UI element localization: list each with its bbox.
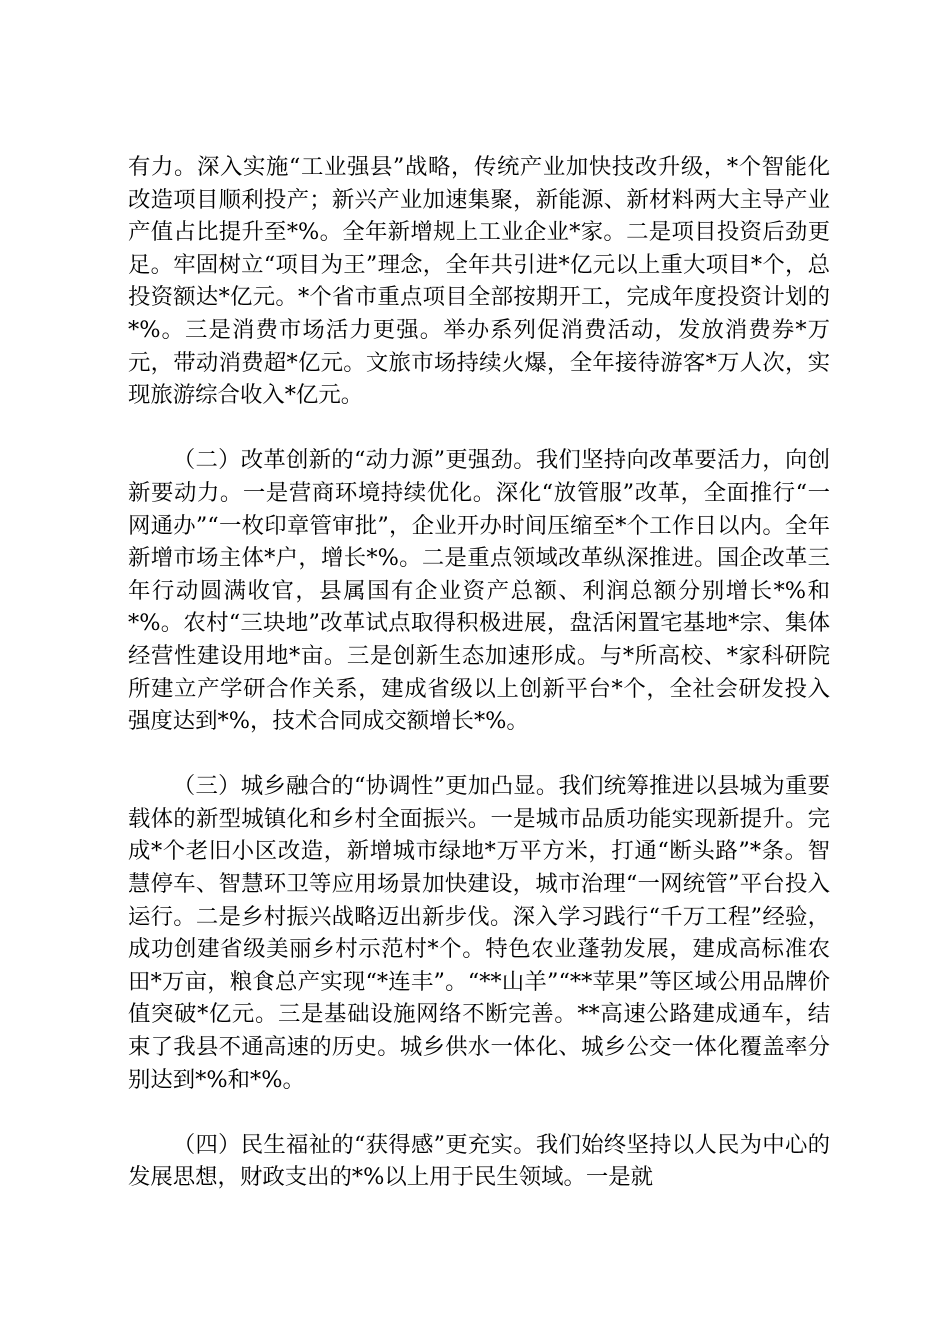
paragraph-livelihood: （四）民生福祉的“获得感”更充实。我们始终坚持以人民为中心的发展思想，财政支出的*%以上用于民生领域。一是就 (128, 1131, 830, 1191)
document-page (128, 151, 830, 1194)
paragraph-reform-innovation: （二）改革创新的“动力源”更强劲。我们坚持向改革要活力，向创新要动力。一是营商环境持续优化。深化“放管服”改革，全面推行“一网通办”“一枚印章管审批”，企业开办时间压缩至*个工作日以内。全年新增市场主体*户，增长*%。二是重点领域改革纵深推进。国企改革三年行动圆满收官，县属国有企业资产总额、利润总额分别增长*%和*%。农村“三块地”改革试点取得积极进展，盘活闲置宅基地*宗、集体经营性建设用地*亩。三是创新生态加速形成。与*所高校、*家科研院所建立产学研合作关系，建成省级以上创新平台*个，全社会研发投入强度达到*%，技术合同成交额增长*%。 (128, 447, 830, 735)
paragraph-urban-rural-integration: （三）城乡融合的“协调性”更加凸显。我们统筹推进以县城为重要载体的新型城镇化和乡村全面振兴。一是城市品质功能实现新提升。完成*个老旧小区改造，新增城市绿地*万平方米，打通“断头路”*条。智慧停车、智慧环卫等应用场景加快建设，城市治理“一网统管”平台投入运行。二是乡村振兴战略迈出新步伐。深入学习践行“千万工程”经验，成功创建省级美丽乡村示范村*个。特色农业蓬勃发展，建成高标准农田*万亩，粮食总产实现“*连丰”。“**山羊”“**苹果”等区域公用品牌价值突破*亿元。三是基础设施网络不断完善。**高速公路建成通车，结束了我县不通高速的历史。城乡供水一体化、城乡公交一体化覆盖率分别达到*%和*%。 (128, 773, 830, 1093)
paragraph-economy-continued: 有力。深入实施“工业强县”战略，传统产业加快技改升级，*个智能化改造项目顺利投产；新兴产业加速集聚，新能源、新材料两大主导产业产值占比提升至*%。全年新增规上工业企业*家。二是项目投资后劲更足。牢固树立“项目为王”理念，全年共引进*亿元以上重大项目*个，总投资额达*亿元。*个省市重点项目全部按期开工，完成年度投资计划的*%。三是消费市场活力更强。举办系列促消费活动，发放消费券*万元，带动消费超*亿元。文旅市场持续火爆，全年接待游客*万人次，实现旅游综合收入*亿元。 (128, 154, 830, 409)
